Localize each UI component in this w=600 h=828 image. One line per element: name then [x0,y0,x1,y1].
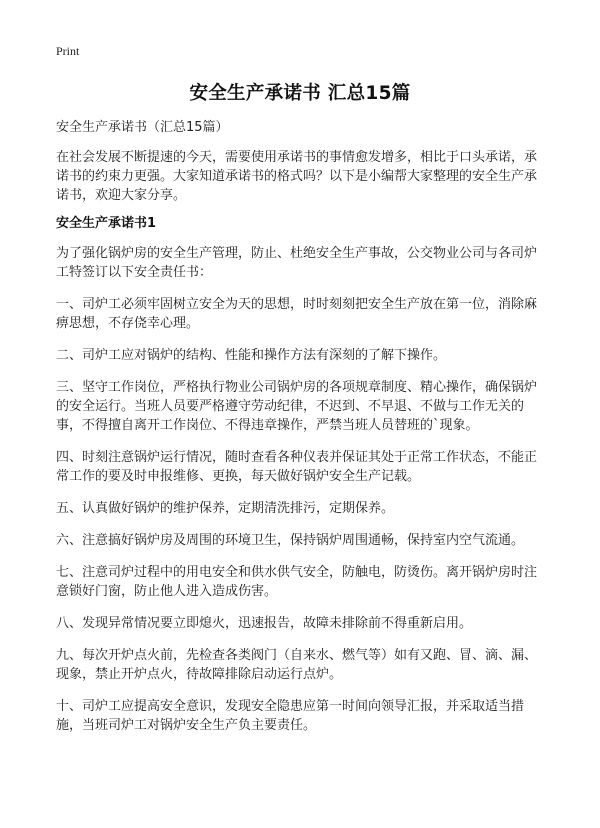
body-paragraph: 九、每次开炉点火前，先检查各类阀门（自来水、燃气等）如有又跑、冒、滴、漏、现象，禁止开炉点火，待故障排除启动运行点炉。 [56,648,538,682]
body-paragraph: 一、司炉工必须牢固树立安全为天的思想，时时刻刻把安全生产放在第一位，消除麻痹思想，不存侥幸心理。 [56,297,538,331]
section-heading: 安全生产承诺书1 [56,216,157,231]
document-subtitle: 安全生产承诺书（汇总15篇） [56,120,229,135]
print-link[interactable]: Print [56,44,80,58]
body-paragraph: 为了强化锅炉房的安全生产管理，防止、杜绝安全生产事故，公交物业公司与各司炉工特签订以下安全责任书： [56,246,538,280]
body-paragraph: 十、司炉工应提高安全意识，发现安全隐患应第一时间向领导汇报，并采取适当措施，当班司炉工对锅炉安全生产负主要责任。 [56,699,525,733]
body-paragraph: 三、坚守工作岗位，严格执行物业公司锅炉房的各项规章制度、精心操作，确保锅炉的安全运行。当班人员要严格遵守劳动纪律，不迟到、不早退、不做与工作无关的事，不得擅自离开工作岗位、不得违章操作，严禁当班人员替班的`现象。 [56,380,538,433]
body-paragraph: 七、注意司炉过程中的用电安全和供水供气安全，防触电，防烫伤。离开锅炉房时注意锁好门窗，防止他人进入造成伤害。 [56,565,538,599]
intro-paragraph: 在社会发展不断提速的今天，需要使用承诺书的事情愈发增多，相比于口头承诺，承诺书的约束力更强。大家知道承诺书的格式吗？以下是小编帮大家整理的安全生产承诺书，欢迎大家分享。 [56,150,538,203]
body-paragraph: 二、司炉工应对锅炉的结构、性能和操作方法有深刻的了解下操作。 [56,348,447,363]
body-paragraph: 五、认真做好锅炉的维护保养，定期清洗排污，定期保养。 [56,501,395,516]
page-title: 安全生产承诺书 汇总15篇 [189,83,411,104]
body-paragraph: 六、注意搞好锅炉房及周围的环境卫生，保持锅炉周围通畅，保持室内空气流通。 [56,533,525,548]
body-paragraph: 四、时刻注意锅炉运行情况，随时查看各种仪表并保证其处于正常工作状态，不能正常工作的要及时申报维修、更换，每天做好锅炉安全生产记载。 [56,450,538,484]
body-paragraph: 八、发现异常情况要立即熄火，迅速报告，故障未排除前不得重新启用。 [56,616,473,631]
document-body [56,118,548,748]
